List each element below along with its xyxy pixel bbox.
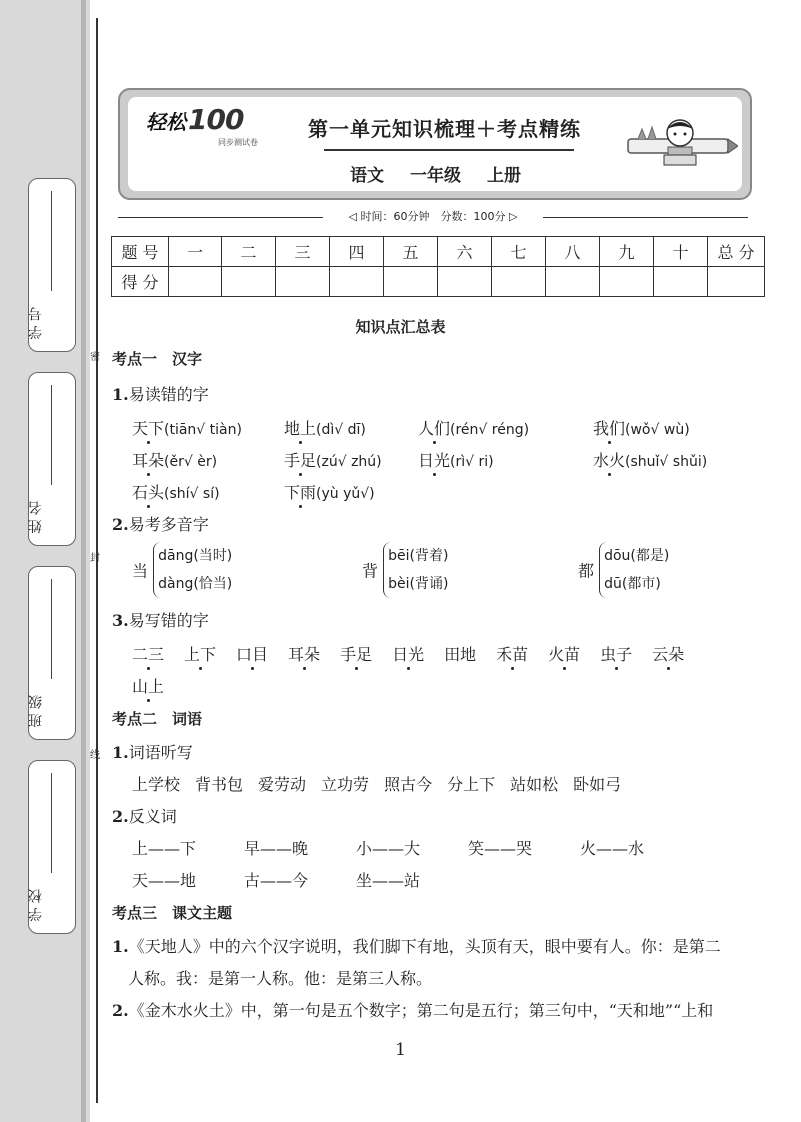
subheading-text: 词语听写 bbox=[128, 743, 193, 762]
field-label: 姓 名 bbox=[28, 500, 44, 533]
antonym-pair: 坐——站 bbox=[356, 871, 421, 890]
mascot-pen-illustration bbox=[618, 111, 738, 181]
pinyin: (wǒ√ wù) bbox=[625, 422, 690, 438]
antonym-pair: 古——今 bbox=[244, 871, 309, 890]
table-cell: 十 bbox=[654, 237, 708, 267]
score-input-cell[interactable] bbox=[546, 267, 600, 297]
logo-number: 100 bbox=[188, 103, 244, 136]
subject: 语文 bbox=[350, 166, 384, 186]
score-input-cell[interactable] bbox=[654, 267, 708, 297]
table-cell: 三 bbox=[276, 237, 330, 267]
subheading-number: 1. bbox=[112, 385, 129, 404]
pinyin-item bbox=[132, 480, 220, 503]
field-underline bbox=[51, 385, 52, 485]
title-banner-inner bbox=[128, 97, 742, 191]
pinyin: (tiān√ tiàn) bbox=[164, 422, 242, 438]
pinyin: (dì√ dī) bbox=[316, 422, 366, 438]
class-field[interactable] bbox=[28, 566, 76, 740]
paragraph-line bbox=[112, 934, 721, 957]
score-input-cell[interactable] bbox=[384, 267, 438, 297]
title-banner bbox=[118, 88, 752, 200]
field-underline bbox=[51, 773, 52, 873]
logo-subtitle: 同步测试卷 bbox=[218, 138, 258, 147]
table-cell: 八 bbox=[546, 237, 600, 267]
word: 上学校 bbox=[132, 775, 181, 794]
pinyin: (ěr√ èr) bbox=[164, 454, 218, 470]
subheading bbox=[112, 608, 209, 631]
time-score-text: ◁ 时间：60分钟 分数：100分 ▷ bbox=[348, 210, 518, 223]
polyphone-brace bbox=[383, 542, 448, 598]
score-input-cell[interactable] bbox=[330, 267, 384, 297]
word: 站如松 bbox=[510, 775, 559, 794]
pinyin-item bbox=[284, 416, 366, 439]
score-input-cell[interactable] bbox=[708, 267, 765, 297]
subheading-number: 1. bbox=[112, 743, 129, 762]
word: 卧如弓 bbox=[573, 775, 622, 794]
subheading-text: 易读错的字 bbox=[128, 385, 209, 404]
word: 口目 bbox=[236, 645, 269, 664]
word: 耳朵 bbox=[132, 451, 165, 470]
pinyin: (rì√ ri) bbox=[450, 454, 494, 470]
score-input-cell[interactable] bbox=[169, 267, 222, 297]
field-label: 班 级 bbox=[28, 694, 44, 727]
word: 上下 bbox=[184, 645, 217, 664]
volume: 上册 bbox=[487, 166, 521, 186]
word: 手足 bbox=[340, 645, 373, 664]
word: 二三 bbox=[132, 645, 165, 664]
kp2-heading: 考点二 词语 bbox=[112, 710, 203, 728]
word: 天下 bbox=[132, 419, 165, 438]
polyphone-char: 当 bbox=[132, 561, 149, 581]
pinyin-item bbox=[418, 416, 529, 439]
word: 山上 bbox=[132, 677, 165, 696]
field-underline bbox=[51, 579, 52, 679]
pinyin-item bbox=[418, 448, 494, 471]
pinyin: (yù yǔ√) bbox=[316, 486, 375, 502]
reading: dōu(都是) bbox=[604, 548, 670, 564]
subheading-text: 易写错的字 bbox=[128, 611, 209, 630]
kp3-heading: 考点三 课文主题 bbox=[112, 904, 233, 922]
grade: 一年级 bbox=[410, 166, 461, 186]
polyphone-item bbox=[132, 542, 232, 598]
field-underline bbox=[51, 191, 52, 291]
word: 手足 bbox=[284, 451, 317, 470]
wrong-chars-line bbox=[132, 642, 684, 665]
pinyin-item bbox=[132, 416, 242, 439]
score-table bbox=[111, 236, 765, 297]
subheading-number: 2. bbox=[112, 807, 129, 826]
wrong-chars-line bbox=[132, 674, 164, 697]
pinyin: (shuǐ√ shǔi) bbox=[625, 454, 708, 470]
pinyin-item bbox=[593, 416, 690, 439]
word: 背书包 bbox=[195, 775, 244, 794]
reading: bèi(背诵) bbox=[388, 576, 449, 592]
subheading bbox=[112, 740, 193, 763]
word: 爱劳动 bbox=[258, 775, 307, 794]
section-title: 知识点汇总表 bbox=[355, 318, 446, 336]
polyphone-char: 都 bbox=[578, 561, 595, 581]
word: 云朵 bbox=[652, 645, 685, 664]
pinyin: (zú√ zhú) bbox=[316, 454, 382, 470]
antonym-pair: 天——地 bbox=[132, 871, 197, 890]
field-label: 学 校 bbox=[28, 888, 44, 921]
page-title: 第一单元知识梳理＋考点精练 bbox=[308, 117, 581, 141]
score-input-cell[interactable] bbox=[600, 267, 654, 297]
pinyin: (shí√ sí) bbox=[164, 486, 220, 502]
school-field[interactable] bbox=[28, 760, 76, 934]
table-cell: 一 bbox=[169, 237, 222, 267]
logo bbox=[146, 103, 243, 136]
subheading bbox=[112, 804, 177, 827]
reading: dū(都市) bbox=[604, 576, 661, 592]
word: 禾苗 bbox=[496, 645, 529, 664]
antonym-pair: 火——水 bbox=[580, 839, 645, 858]
score-table-header-row bbox=[112, 237, 765, 267]
word: 下雨 bbox=[284, 483, 317, 502]
sidebar-edge bbox=[81, 0, 86, 1122]
score-table-score-row bbox=[112, 267, 765, 297]
pinyin-item bbox=[284, 448, 382, 471]
word: 石头 bbox=[132, 483, 165, 502]
word: 分上下 bbox=[447, 775, 496, 794]
logo-text: 轻松 bbox=[146, 110, 186, 134]
polyphone-brace bbox=[153, 542, 232, 598]
word: 日光 bbox=[418, 451, 451, 470]
pinyin-item bbox=[593, 448, 707, 471]
reading: bēi(背着) bbox=[388, 548, 449, 564]
paragraph-line: 人称。我：是第一人称。他：是第三人称。 bbox=[128, 969, 433, 988]
page-number: 1 bbox=[395, 1040, 406, 1060]
seal-marker: 线 bbox=[90, 750, 100, 761]
subtitle bbox=[350, 161, 547, 186]
table-cell: 四 bbox=[330, 237, 384, 267]
word: 地上 bbox=[284, 419, 317, 438]
paragraph-number: 2. bbox=[112, 1001, 129, 1020]
table-cell: 得 分 bbox=[112, 267, 169, 297]
word: 田地 bbox=[444, 645, 477, 664]
table-cell: 总 分 bbox=[708, 237, 765, 267]
word: 水火 bbox=[593, 451, 626, 470]
table-cell: 二 bbox=[222, 237, 276, 267]
seal-marker: 密 bbox=[90, 352, 100, 363]
paragraph-line bbox=[112, 998, 713, 1021]
antonym-pair: 早——晚 bbox=[244, 839, 309, 858]
title-rule bbox=[324, 149, 574, 151]
time-score-bar bbox=[118, 208, 748, 226]
field-label: 学 号 bbox=[28, 306, 44, 339]
polyphone-char: 背 bbox=[362, 561, 379, 581]
binding-sidebar bbox=[0, 0, 90, 1122]
paragraph-number: 1. bbox=[112, 937, 129, 956]
polyphone-brace bbox=[599, 542, 669, 598]
pinyin-item bbox=[132, 448, 217, 471]
seal-marker: 封 bbox=[90, 553, 100, 564]
dictation-line bbox=[132, 772, 621, 795]
table-cell: 题 号 bbox=[112, 237, 169, 267]
reading: dāng(当时) bbox=[158, 548, 233, 564]
score-input-cell[interactable] bbox=[438, 267, 492, 297]
word: 虫子 bbox=[600, 645, 633, 664]
subheading-number: 2. bbox=[112, 515, 129, 534]
word: 我们 bbox=[593, 419, 626, 438]
table-cell: 五 bbox=[384, 237, 438, 267]
score-input-cell[interactable] bbox=[222, 267, 276, 297]
antonym-pair: 笑——哭 bbox=[468, 839, 533, 858]
table-cell: 九 bbox=[600, 237, 654, 267]
antonym-line bbox=[132, 836, 644, 859]
score-input-cell[interactable] bbox=[492, 267, 546, 297]
subheading-text: 反义词 bbox=[128, 807, 177, 826]
word: 立功劳 bbox=[321, 775, 370, 794]
antonym-pair: 小——大 bbox=[356, 839, 421, 858]
polyphone-item bbox=[362, 542, 448, 598]
subheading-number: 3. bbox=[112, 611, 129, 630]
antonym-pair: 上——下 bbox=[132, 839, 197, 858]
word: 火苗 bbox=[548, 645, 581, 664]
paragraph-text: 《金木水火土》中，第一句是五个数字；第二句是五行；第三句中，“天和地”“上和 bbox=[128, 1001, 714, 1020]
antonym-line bbox=[132, 868, 420, 891]
kp1-heading: 考点一 汉字 bbox=[112, 350, 203, 368]
subheading-text: 易考多音字 bbox=[128, 515, 209, 534]
pinyin: (rén√ réng) bbox=[450, 422, 530, 438]
pinyin-item bbox=[284, 480, 375, 503]
paragraph-text: 《天地人》中的六个汉字说明，我们脚下有地，头顶有天，眼中要有人。你：是第二 bbox=[128, 937, 721, 956]
word: 日光 bbox=[392, 645, 425, 664]
table-cell: 七 bbox=[492, 237, 546, 267]
polyphone-item bbox=[578, 542, 669, 598]
table-cell: 六 bbox=[438, 237, 492, 267]
score-input-cell[interactable] bbox=[276, 267, 330, 297]
word: 照古今 bbox=[384, 775, 433, 794]
name-field[interactable] bbox=[28, 372, 76, 546]
word: 耳朵 bbox=[288, 645, 321, 664]
subheading bbox=[112, 512, 209, 535]
reading: dàng(恰当) bbox=[158, 576, 233, 592]
word: 人们 bbox=[418, 419, 451, 438]
subheading bbox=[112, 382, 209, 405]
